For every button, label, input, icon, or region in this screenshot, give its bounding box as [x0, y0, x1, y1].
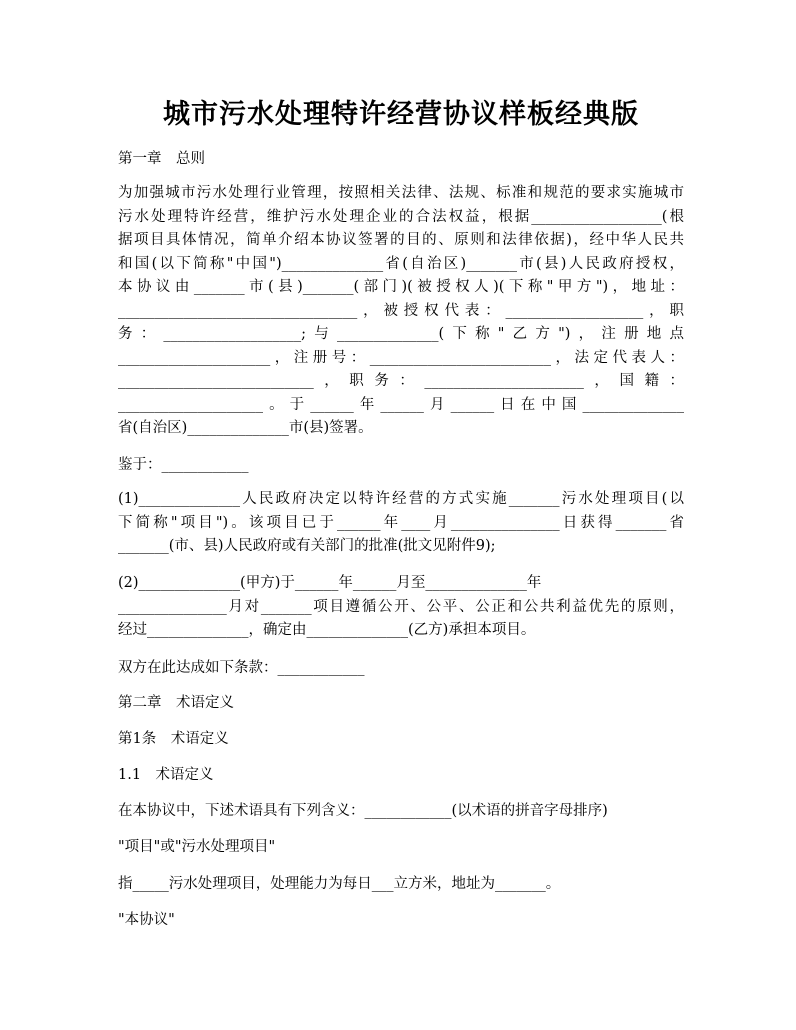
whereas-2-line: 经过______________，确定由______________(乙方)承担本项目。	[118, 622, 536, 638]
term-project-definition: 指_____污水处理项目，处理能力为每日___立方米，地址为_______。	[118, 876, 561, 892]
intro-line: 本协议由_______市(县)_______(部门)(被授权人)(下称"甲方")，地址：	[118, 279, 684, 295]
intro-paragraph	[118, 182, 684, 441]
chapter-1-heading: 第一章 总则	[118, 151, 205, 167]
definitions-intro: 在本协议中，下述术语具有下列含义：____________(以术语的拼音字母排序)	[118, 803, 608, 819]
intro-line: ____________________。于______年______月______日在中国______________	[118, 396, 684, 413]
agreement-statement: 双方在此达成如下条款：____________	[118, 660, 365, 676]
chapter-2-heading: 第二章 术语定义	[118, 695, 234, 711]
whereas-1-line: (1)______________人民政府决定以特许经营的方式实施_______污水处理项目(以	[118, 491, 684, 507]
whereas-label: 鉴于：____________	[118, 457, 249, 473]
section-1-1-heading: 1.1 术语定义	[118, 767, 214, 783]
whereas-2-line: _______________月对_______项目遵循公开、公平、公正和公共利益优先的原则，	[118, 598, 684, 615]
intro-line: _________________________________，被授权代表：___________________，职	[118, 302, 684, 319]
intro-line: 污水处理特许经营，维护污水处理企业的合法权益，根据__________________(根	[118, 208, 684, 225]
term-agreement: "本协议"	[118, 912, 175, 928]
intro-line: 和国(以下简称"中国")______________省(自治区)_______市(县)人民政府授权，	[118, 255, 684, 272]
whereas-item-1	[118, 488, 684, 559]
intro-line: 为加强城市污水处理行业管理，按照相关法律、法规、标准和规范的要求实施城市	[118, 185, 684, 201]
whereas-2-line: (2)______________(甲方)于______年______月至______________年	[118, 575, 542, 591]
intro-line: ___________________________，职务：______________________，国籍：	[118, 373, 684, 389]
document-title: 城市污水处理特许经营协议样板经典版	[163, 99, 639, 130]
intro-line: 务：___________________;与______________(下称"乙方")，注册地点	[118, 326, 684, 342]
whereas-1-line: _______(市、县)人民政府或有关部门的批准(批文见附件9);	[118, 538, 496, 554]
intro-line: 省(自治区)______________市(县)签署。	[118, 420, 373, 436]
whereas-1-line: 下简称"项目")。该项目已于______年____月_______________日获得_______省	[118, 514, 684, 531]
intro-line: 据项目具体情况，简单介绍本协议签署的目的、原则和法律依据)，经中华人民共	[118, 232, 684, 248]
intro-line: _____________________，注册号：_________________________，法定代表人：	[118, 349, 684, 366]
whereas-item-2	[118, 572, 684, 643]
term-project: "项目"或"污水处理项目"	[118, 839, 276, 855]
article-1-heading: 第1条 术语定义	[118, 731, 229, 747]
